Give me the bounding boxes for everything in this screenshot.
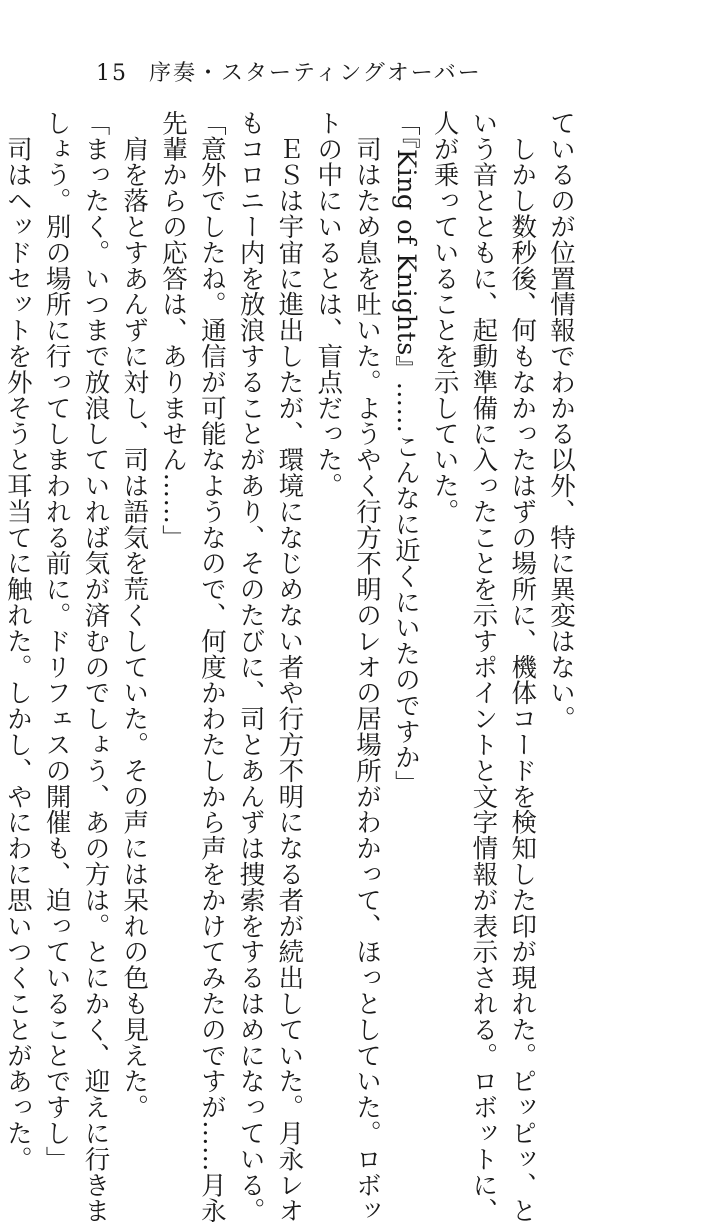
text-line: 「意外でしたね。通信が可能なようなので、何度かわたしから声をかけてみたのですが……月永 xyxy=(196,110,227,1224)
text-line: いう音とともに、起動準備に入ったことを示すポイントと文字情報が表示される。ロボットに、 xyxy=(468,110,499,1224)
text-line: もコロニー内を放浪することがあり、そのたびに、司とあんずは捜索をするはめになっている。 xyxy=(235,110,266,1224)
running-header xyxy=(96,56,482,87)
text-line: 司はため息を吐いた。ようやく行方不明のレオの居場所がわかって、ほっとしていた。ロボッ xyxy=(352,110,383,1224)
text-line: 先輩からの応答は、ありません……」 xyxy=(158,110,189,551)
text-line: ているのが位置情報でわかる以外、特に異変はない。 xyxy=(546,110,576,732)
text-line: しかし数秒後、何もなかったはずの場所に、機体コードを検知した印が現れた。ピッピッ、と xyxy=(507,110,538,1224)
page-number: 15 xyxy=(96,61,128,86)
text-line: 司はヘッドセットを外そうと耳当てに触れた。しかし、やにわに思いつくことがあった。 xyxy=(2,110,33,1172)
text-line: ＥＳは宇宙に進出したが、環境になじめない者や行方不明になる者が続出していた。月永レオ xyxy=(274,110,305,1224)
text-line: 肩を落とすあんずに対し、司は語気を荒くしていた。その声には呆れの色も見えた。 xyxy=(119,110,150,1121)
text-line: トの中にいるとは、盲点だった。 xyxy=(313,110,344,499)
chapter-title: 序奏・スターティングオーバー xyxy=(149,61,482,86)
text-line: 「『King of Knights』……こんなに近くにいたのですか」 xyxy=(390,110,421,797)
text-line: しょう。別の場所に行ってしまわれる前に。ドリフェスの開催も、迫っていることですし」 xyxy=(41,110,72,1172)
body-text xyxy=(2,110,580,1224)
text-line: 人が乗っていることを示していた。 xyxy=(429,110,460,525)
text-line: 「まったく。いつまで放浪していれば気が済むのでしょう、あの方は。とにかく、迎えに行きま xyxy=(80,110,111,1224)
